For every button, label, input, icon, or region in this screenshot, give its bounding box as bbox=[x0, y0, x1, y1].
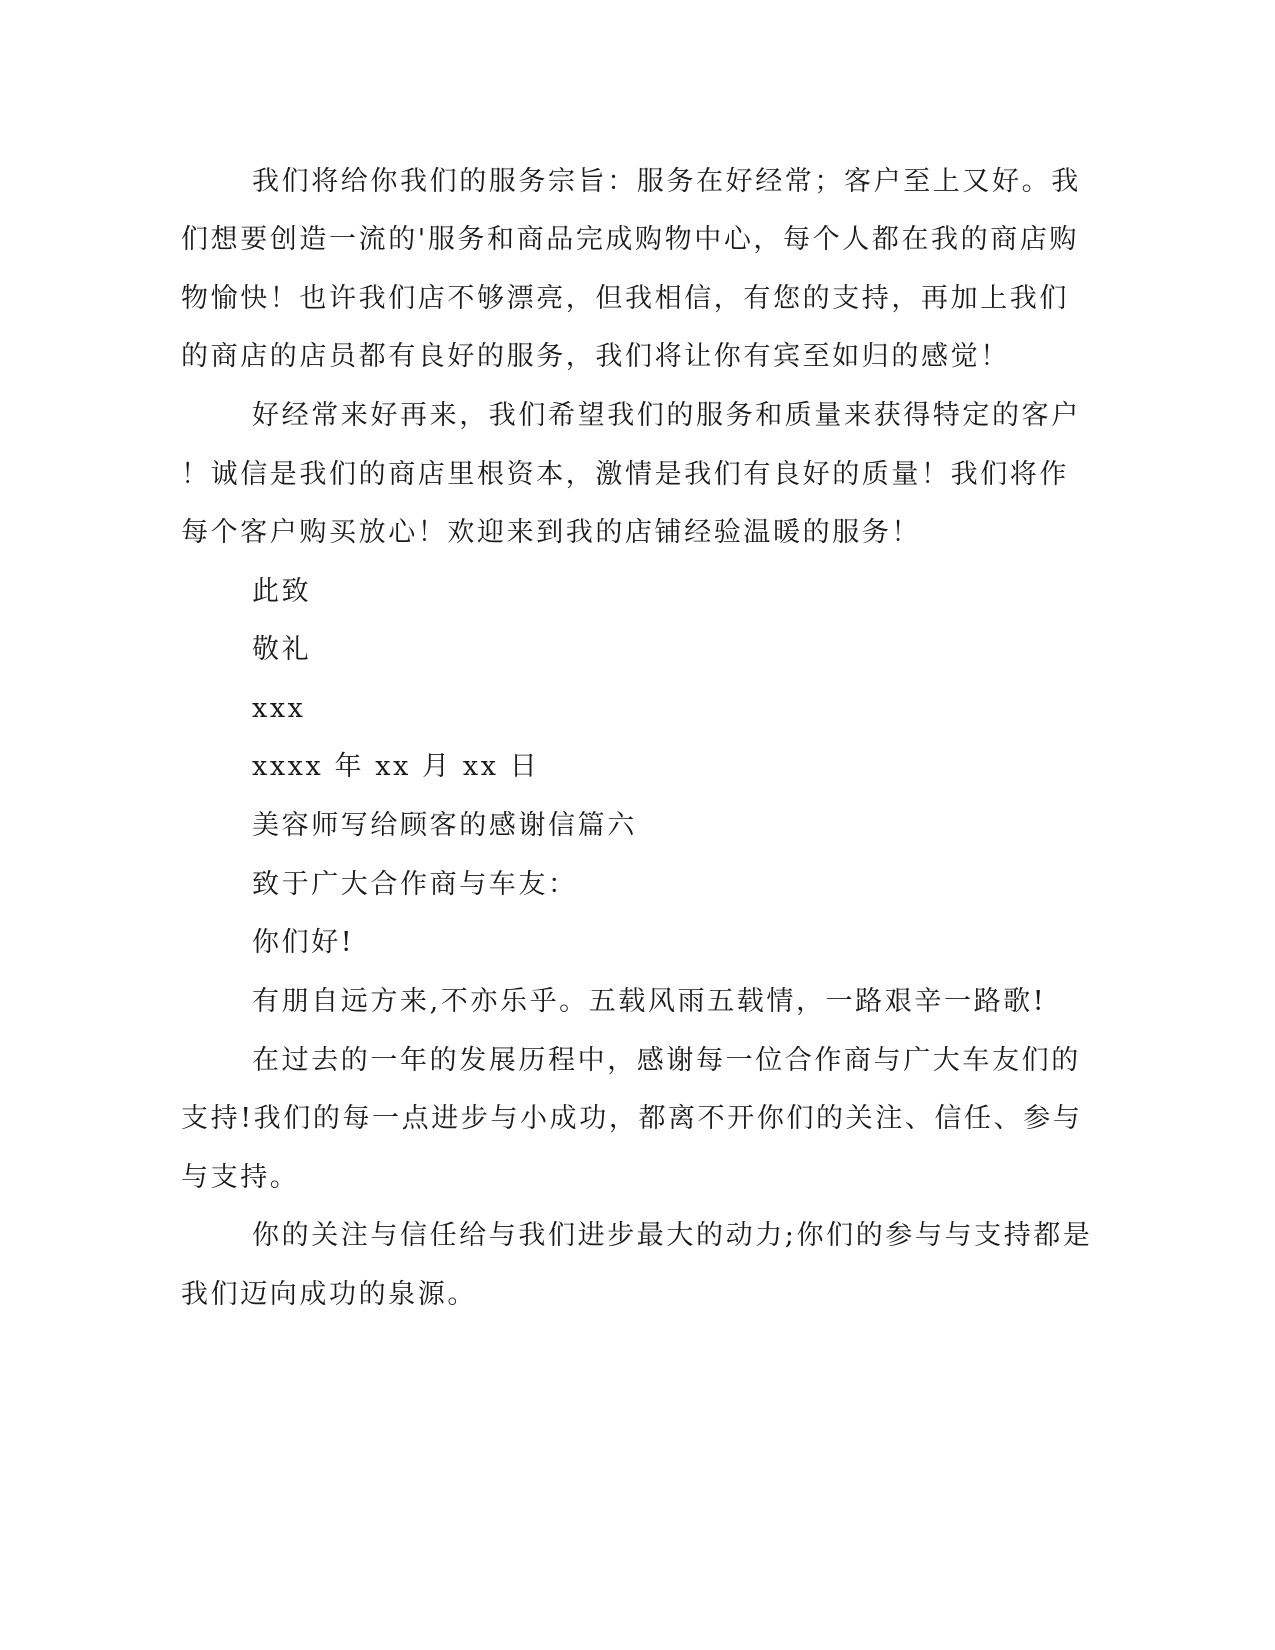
greeting: 你们好! bbox=[252, 927, 355, 958]
paragraph1-line1: 我们将给你我们的服务宗旨：服务在好经常；客户至上又好。我 bbox=[252, 166, 1081, 197]
signature: xxx bbox=[252, 693, 306, 724]
paragraph5-line1: 你的关注与信任给与我们进步最大的动力;你们的参与与支持都是 bbox=[252, 1220, 1093, 1251]
paragraph2-line3: 每个客户购买放心！欢迎来到我的店铺经验温暖的服务！ bbox=[181, 517, 921, 548]
paragraph3: 有朋自远方来,不亦乐乎。五载风雨五载情，一路艰辛一路歌! bbox=[252, 986, 1047, 1017]
paragraph4-line1: 在过去的一年的发展历程中，感谢每一位合作商与广大车友们的 bbox=[252, 1045, 1081, 1076]
date: xxxx 年 xx 月 xx 日 bbox=[252, 751, 540, 782]
paragraph2-line2: ！诚信是我们的商店里根资本，激情是我们有良好的质量！我们将作 bbox=[181, 459, 1069, 490]
closing-jingli: 敬礼 bbox=[252, 634, 312, 665]
salutation: 致于广大合作商与车友： bbox=[252, 869, 578, 900]
paragraph1-line4: 的商店的店员都有良好的服务，我们将让你有宾至如归的感觉！ bbox=[181, 341, 1010, 372]
paragraph1-line3: 物愉快！也许我们店不够漂亮，但我相信，有您的支持，再加上我们 bbox=[181, 283, 1069, 314]
paragraph2-line1: 好经常来好再来，我们希望我们的服务和质量来获得特定的客户 bbox=[252, 400, 1081, 431]
paragraph4-line2: 支持!我们的每一点进步与小成功，都离不开你们的关注、信任、参与 bbox=[181, 1103, 1083, 1134]
paragraph1-line2: 们想要创造一流的'服务和商品完成购物中心，每个人都在我的商店购 bbox=[181, 224, 1080, 255]
section-title: 美容师写给顾客的感谢信篇六 bbox=[252, 810, 637, 841]
closing-cizhi: 此致 bbox=[252, 576, 312, 607]
paragraph4-line3: 与支持。 bbox=[181, 1162, 300, 1193]
paragraph5-line2: 我们迈向成功的泉源。 bbox=[181, 1279, 477, 1310]
